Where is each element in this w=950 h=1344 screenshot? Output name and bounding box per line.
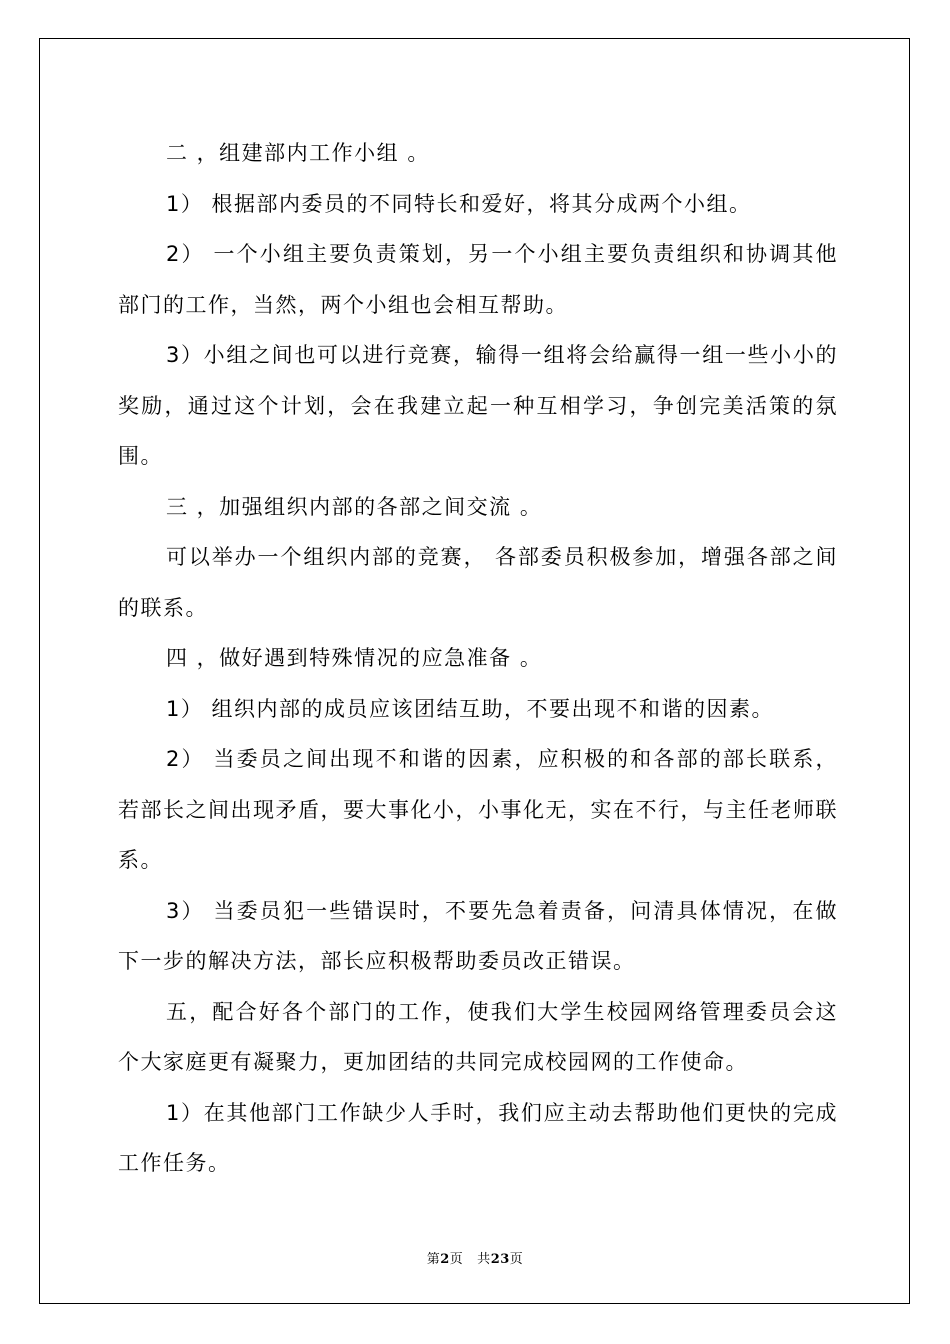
paragraph: 1） 根据部内委员的不同特长和爱好，将其分成两个小组。 — [166, 191, 752, 216]
footer-page-label: 页 — [449, 1252, 464, 1267]
paragraph: 3） 当委员犯一些错误时，不要先急着责备，问清具体情况，在做下一步的解决方法，部长应积极帮助委员改正错误。 — [118, 898, 838, 973]
paragraph: 2） 一个小组主要负责策划，另一个小组主要负责组织和协调其他部门的工作，当然，两个小组也会相互帮助。 — [118, 242, 838, 317]
footer-total-label: 页 — [509, 1252, 524, 1267]
document-body — [118, 128, 838, 1189]
footer-prefix: 第 — [426, 1252, 441, 1267]
page-footer — [0, 1248, 950, 1267]
paragraph: 2） 当委员之间出现不和谐的因素，应积极的和各部的部长联系，若部长之间出现矛盾，要大事化小，小事化无，实在不行，与主任老师联系。 — [118, 747, 838, 872]
paragraph: 三 ，加强组织内部的各部之间交流 。 — [166, 494, 543, 519]
paragraph: 1） 组织内部的成员应该团结互助，不要出现不和谐的因素。 — [166, 696, 775, 721]
paragraph: 二 ，组建部内工作小组 。 — [166, 141, 430, 165]
total-pages-number: 23 — [490, 1252, 510, 1267]
current-page-number: 2 — [440, 1252, 450, 1267]
footer-total-prefix: 共 — [477, 1252, 491, 1267]
paragraph: 1）在其他部门工作缺少人手时，我们应主动去帮助他们更快的完成工作任务。 — [118, 1100, 838, 1175]
paragraph: 五，配合好各个部门的工作，使我们大学生校园网络管理委员会这个大家庭更有凝聚力，更加团结的共同完成校园网的工作使命。 — [118, 999, 838, 1074]
paragraph: 3）小组之间也可以进行竞赛，输得一组将会给赢得一组一些小小的奖励，通过这个计划，会在我建立起一种互相学习，争创完美活策的氛围。 — [118, 343, 838, 468]
paragraph: 可以举办一个组织内部的竞赛， 各部委员积极参加，增强各部之间的联系。 — [118, 545, 838, 620]
paragraph: 四 ，做好遇到特殊情况的应急准备 。 — [166, 646, 543, 670]
